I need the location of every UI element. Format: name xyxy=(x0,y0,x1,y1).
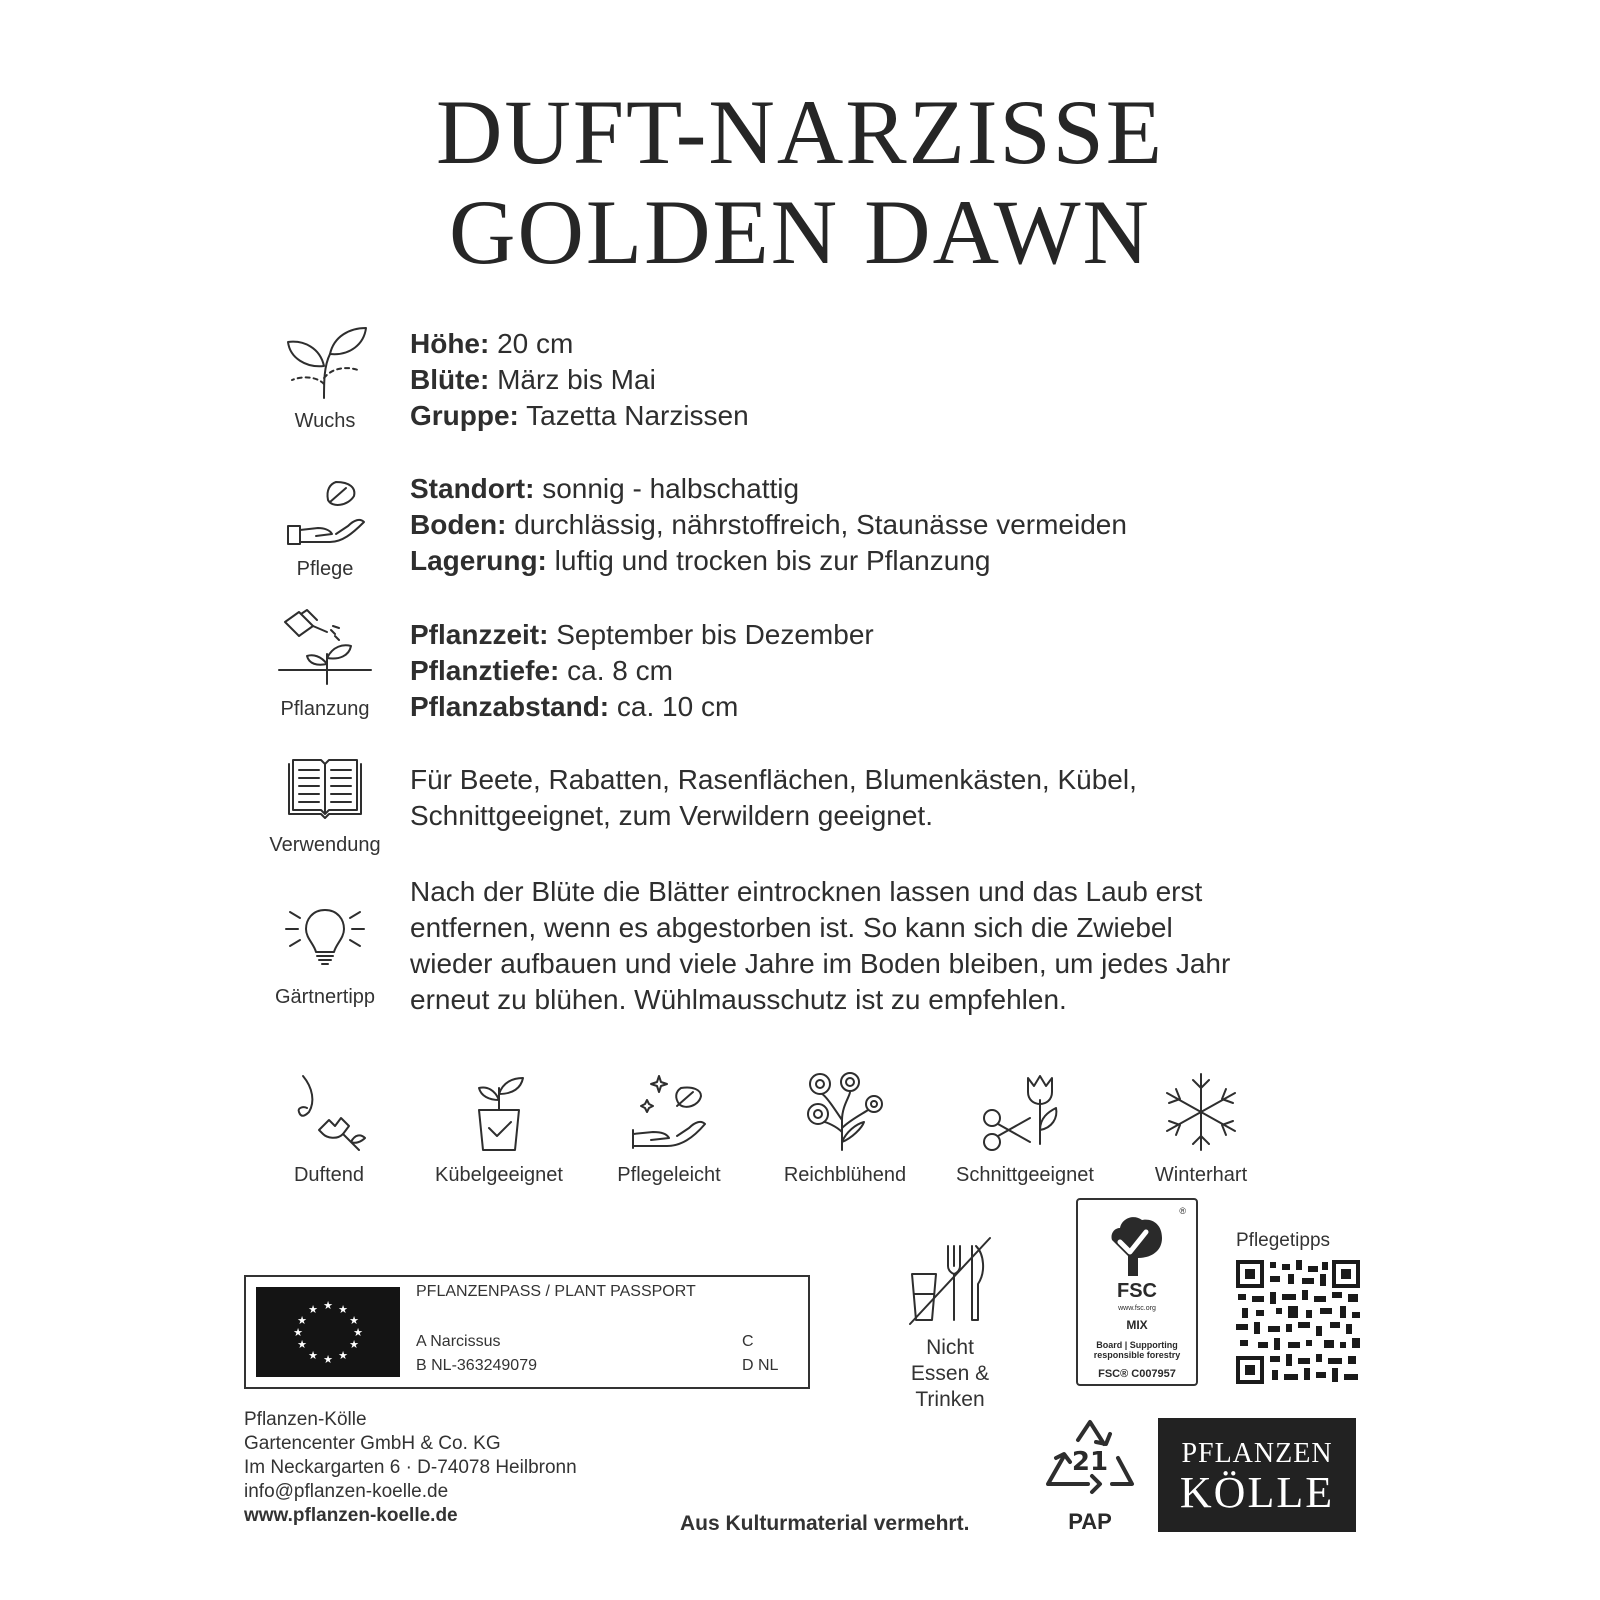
feature-label: Kübelgeeignet xyxy=(435,1164,563,1186)
wuchs-icon-block xyxy=(250,322,400,433)
passport-a: A Narcissus xyxy=(416,1333,501,1350)
feature-label: Duftend xyxy=(293,1164,365,1186)
passport-heading: PFLANZENPASS / PLANT PASSPORT xyxy=(416,1283,696,1300)
svg-text:★: ★ xyxy=(297,1338,307,1351)
fsc-mix: MIX xyxy=(1126,1318,1148,1332)
wuchs-label: Wuchs xyxy=(294,410,356,432)
feature-reichbluehend xyxy=(760,1072,930,1187)
info-row: Pflanzzeit: September bis Dezember xyxy=(410,619,874,650)
nose-flower-icon xyxy=(289,1072,369,1152)
feature-pflegeleicht xyxy=(584,1072,754,1187)
gaertnertipp-info xyxy=(410,874,1230,1018)
snowflake-icon xyxy=(1161,1072,1241,1152)
eu-flag xyxy=(256,1287,400,1377)
eu-stars-icon xyxy=(256,1287,400,1377)
fsc-tree-check-icon xyxy=(1102,1214,1172,1278)
no-food-drink-icon xyxy=(902,1236,998,1326)
pflege-label: Pflege xyxy=(296,558,354,580)
text-line: Für Beete, Rabatten, Rasenflächen, Blumenkästen, Kübel, xyxy=(410,764,1137,795)
company-address xyxy=(244,1408,577,1528)
svg-text:★: ★ xyxy=(323,1353,333,1366)
hand-leaf-icon xyxy=(280,478,370,550)
recycling-mark xyxy=(1040,1418,1140,1535)
text-line: wieder aufbauen und viele Jahre im Boden bleiben, um jedes Jahr xyxy=(410,948,1231,979)
pflanzung-info xyxy=(410,617,874,725)
book-icon xyxy=(285,756,365,820)
passport-b: B NL-363249079 xyxy=(416,1357,537,1374)
svg-text:★: ★ xyxy=(293,1326,303,1339)
pot-check-icon xyxy=(459,1072,539,1152)
lightbulb-icon xyxy=(282,904,368,970)
plant-sprout-icon xyxy=(280,322,370,402)
address-line: Pflanzen-Kölle xyxy=(244,1409,367,1430)
pflanzung-icon-block xyxy=(250,608,400,721)
text-line: entfernen, wenn es abgestorben ist. So kann sich die Zwiebel xyxy=(410,912,1173,943)
gaertnertipp-label: Gärtnertipp xyxy=(274,986,376,1008)
feature-schnittgeeignet xyxy=(940,1072,1110,1187)
passport-d: D NL xyxy=(742,1357,779,1374)
email-link[interactable]: info@pflanzen-koelle.de xyxy=(244,1481,449,1502)
passport-c: C xyxy=(742,1333,754,1350)
flowers-icon xyxy=(800,1072,890,1152)
logo-line-1: PFLANZEN xyxy=(1181,1438,1333,1469)
title-line-2: GOLDEN DAWN xyxy=(449,181,1151,283)
website-link[interactable]: www.pflanzen-koelle.de xyxy=(244,1505,458,1526)
pflanzen-koelle-logo xyxy=(1158,1418,1356,1532)
fsc-desc-1: Board | Supporting xyxy=(1096,1340,1178,1350)
hand-leaf-sparkle-icon xyxy=(629,1072,709,1152)
wuchs-info xyxy=(410,326,749,434)
feature-label: Winterhart xyxy=(1154,1164,1248,1186)
recycling-code: PAP xyxy=(1068,1509,1112,1534)
svg-text:★: ★ xyxy=(308,1349,318,1362)
fsc-url: www.fsc.org xyxy=(1118,1305,1156,1312)
info-row: Pflanztiefe: ca. 8 cm xyxy=(410,655,673,686)
feature-label: Pflegeleicht xyxy=(617,1164,721,1186)
svg-text:★: ★ xyxy=(353,1326,363,1339)
recycling-arrows-icon xyxy=(1042,1418,1138,1508)
feature-duftend xyxy=(244,1072,414,1187)
svg-text:★: ★ xyxy=(338,1303,348,1316)
qr-code-icon[interactable] xyxy=(1236,1260,1360,1384)
svg-text:★: ★ xyxy=(349,1338,359,1351)
svg-text:★: ★ xyxy=(297,1314,307,1327)
feature-winterhart xyxy=(1116,1072,1286,1187)
title-line-1: DUFT-NARZISSE xyxy=(435,81,1165,183)
feature-kuebelgeeignet xyxy=(414,1072,584,1187)
no-eating-line-1: Nicht xyxy=(926,1336,974,1359)
info-row: Standort: sonnig - halbschattig xyxy=(410,473,800,504)
plant-passport xyxy=(244,1275,810,1389)
info-row: Boden: durchlässig, nährstoffreich, Staunässe vermeiden xyxy=(410,509,1127,540)
fsc-desc-2: responsible forestry xyxy=(1093,1350,1181,1360)
scissors-tulip-icon xyxy=(980,1072,1070,1152)
svg-text:★: ★ xyxy=(349,1314,359,1327)
gaertnertipp-icon-block xyxy=(250,904,400,1009)
info-row: Gruppe: Tazetta Narzissen xyxy=(410,400,749,431)
svg-text:★: ★ xyxy=(323,1299,333,1312)
feature-label: Schnittgeeignet xyxy=(956,1164,1094,1186)
qr-label: Pflegetipps xyxy=(1236,1230,1331,1251)
pflege-icon-block xyxy=(250,478,400,581)
text-line: erneut zu blühen. Wühlmausschutz ist zu empfehlen. xyxy=(410,984,1067,1015)
verwendung-icon-block xyxy=(250,756,400,857)
feature-label: Reichblühend xyxy=(783,1164,907,1186)
verwendung-info xyxy=(410,762,1137,834)
svg-text:★: ★ xyxy=(338,1349,348,1362)
info-row: Lagerung: luftig und trocken bis zur Pflanzung xyxy=(410,545,991,576)
info-row: Blüte: März bis Mai xyxy=(410,364,656,395)
watering-can-plant-icon xyxy=(277,608,373,690)
info-row: Pflanzabstand: ca. 10 cm xyxy=(410,691,739,722)
fsc-label xyxy=(1076,1198,1198,1386)
fsc-code: FSC® C007957 xyxy=(1098,1368,1176,1380)
no-eating-line-2: Essen & Trinken xyxy=(910,1362,990,1411)
no-eating-block xyxy=(878,1236,1022,1413)
pflege-info xyxy=(410,471,1127,579)
pflanzung-label: Pflanzung xyxy=(280,698,370,720)
text-line: Nach der Blüte die Blätter eintrocknen lassen und das Laub erst xyxy=(410,876,1203,907)
address-line: Im Neckargarten 6 · D-74078 Heilbronn xyxy=(244,1457,577,1478)
info-row: Höhe: 20 cm xyxy=(410,328,574,359)
svg-text:★: ★ xyxy=(308,1303,318,1316)
address-line: Gartencenter GmbH & Co. KG xyxy=(244,1433,501,1454)
culture-note: Aus Kulturmaterial vermehrt. xyxy=(680,1512,970,1535)
fsc-brand: FSC xyxy=(1117,1280,1157,1302)
fsc-registered-mark: ® xyxy=(1179,1206,1186,1216)
text-line: Schnittgeeignet, zum Verwildern geeignet. xyxy=(410,800,933,831)
verwendung-label: Verwendung xyxy=(269,834,381,856)
logo-line-2: KÖLLE xyxy=(1179,1468,1335,1517)
recycling-number: 21 xyxy=(1071,1447,1109,1477)
